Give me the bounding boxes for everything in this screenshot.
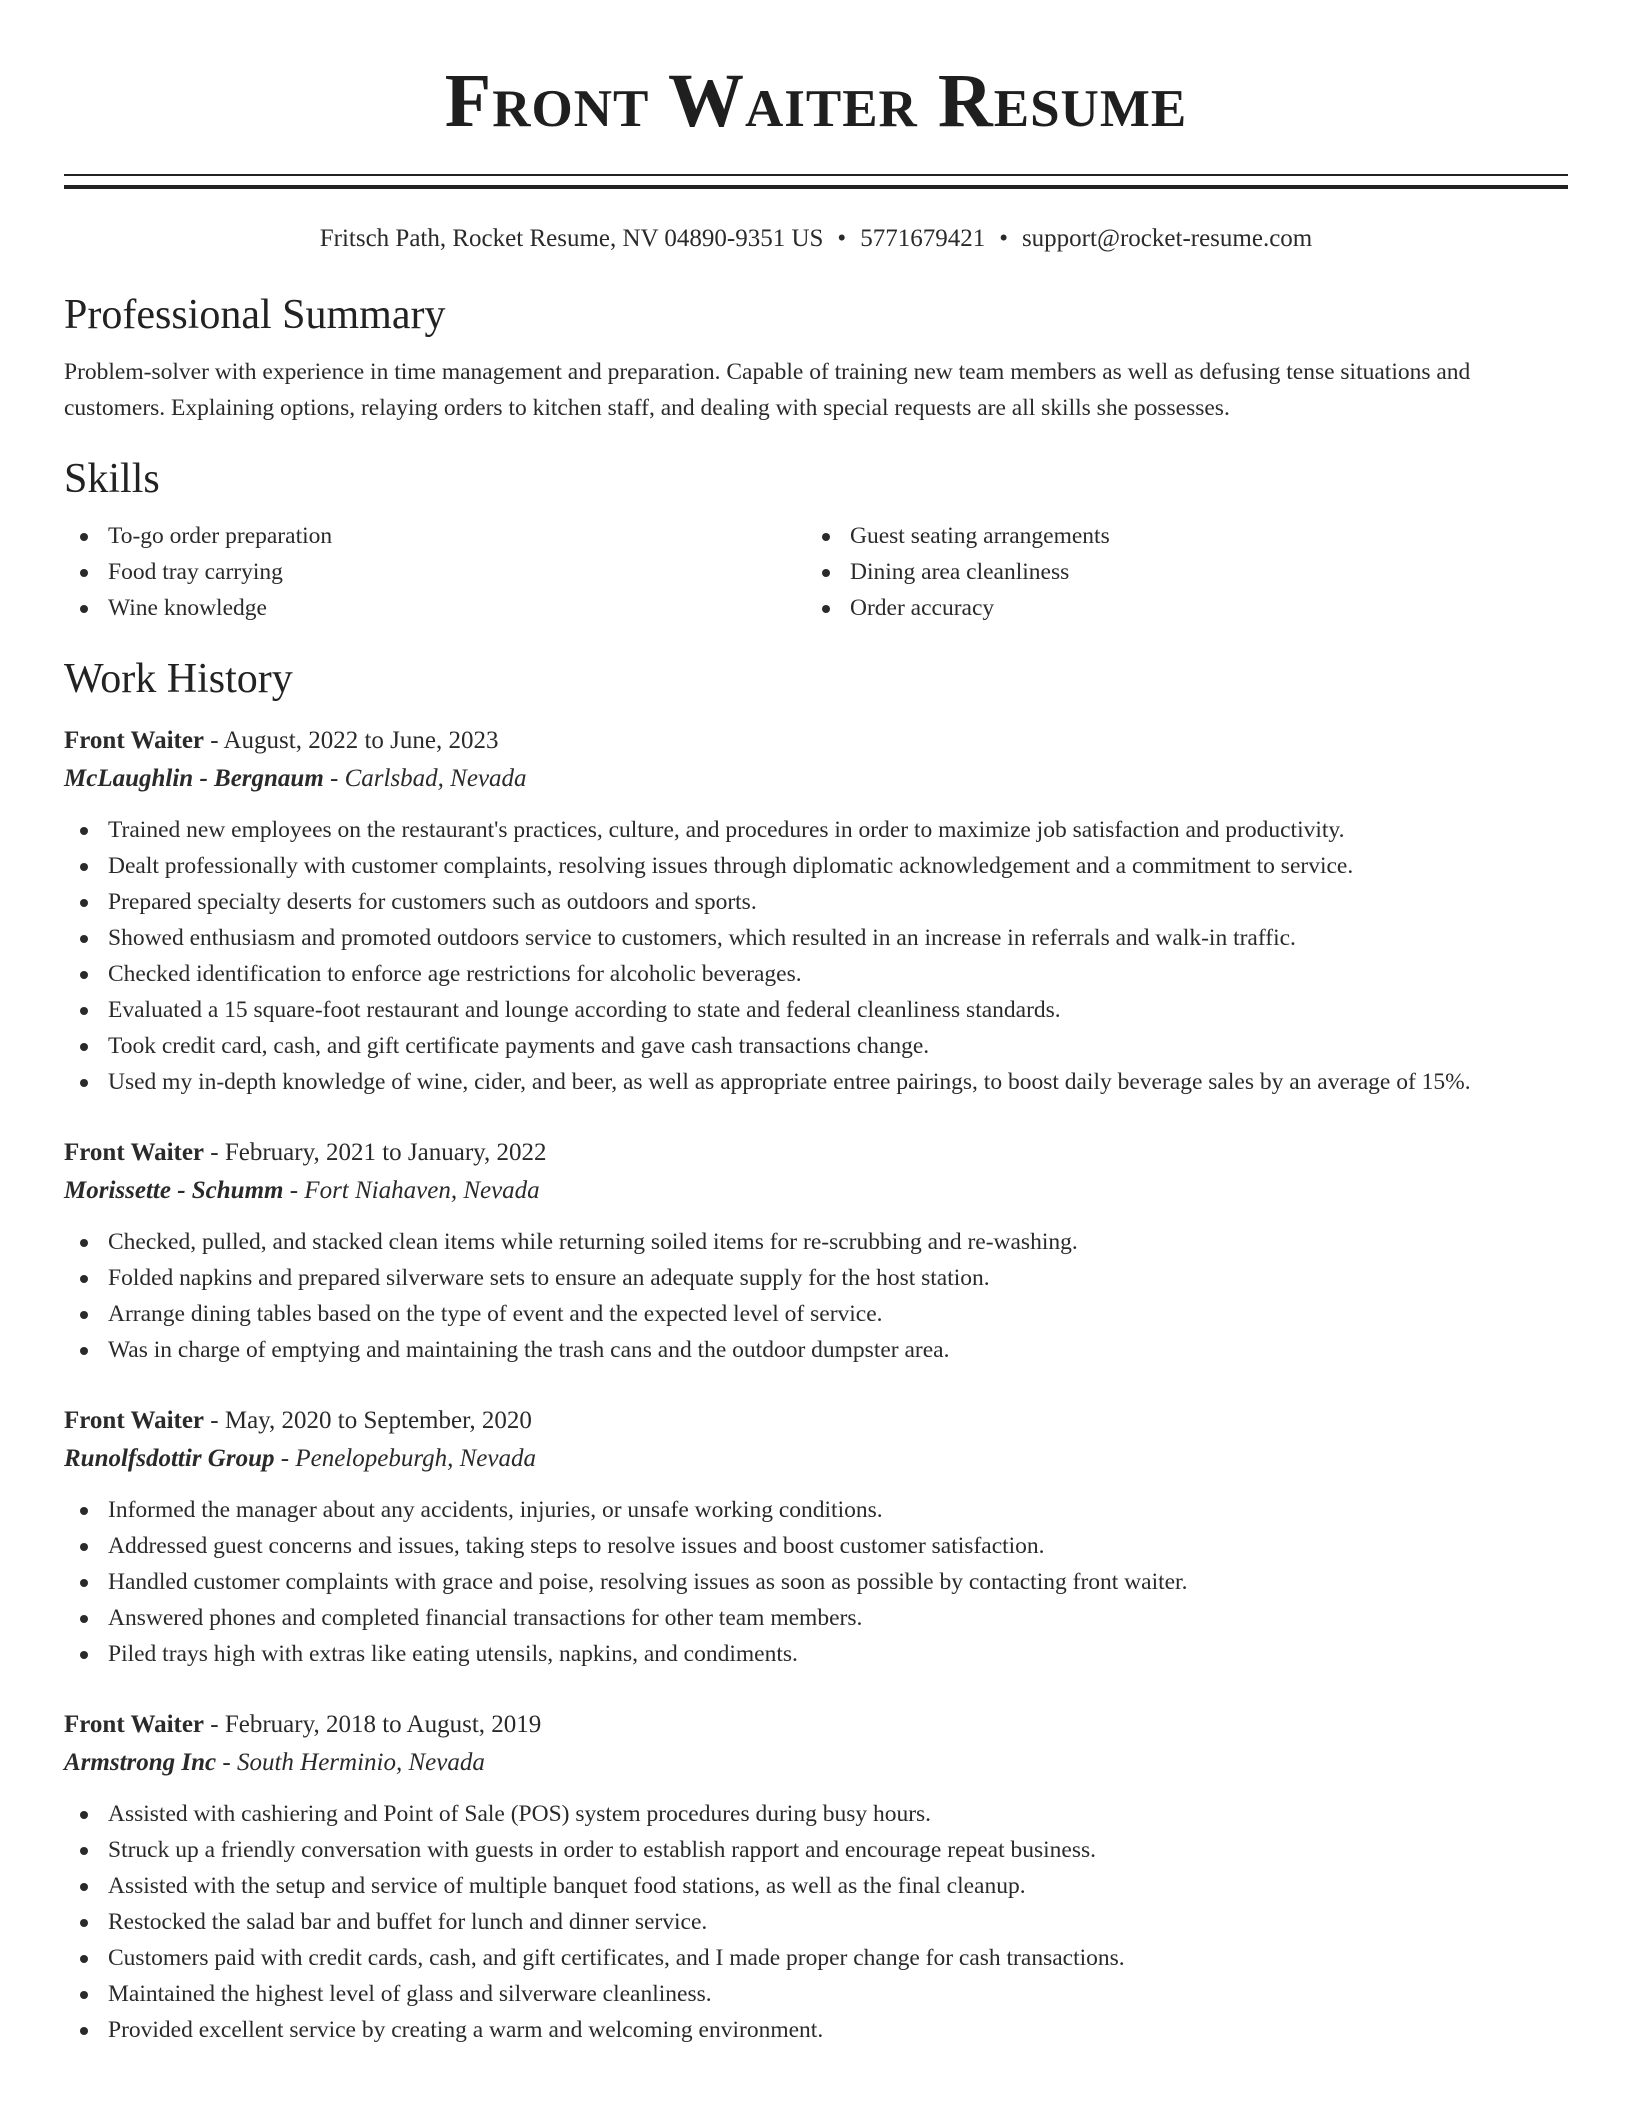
contact-separator: • — [999, 225, 1008, 252]
contact-address: Fritsch Path, Rocket Resume, NV 04890-9351 US — [319, 225, 824, 252]
duty-item: Trained new employees on the restaurant's practices, culture, and procedures in order to maximize job satisfaction and productivity. — [64, 812, 1568, 848]
duty-item: Informed the manager about any accidents, injuries, or unsafe working conditions. — [64, 1492, 1568, 1528]
duty-item: Maintained the highest level of glass and silverware cleanliness. — [64, 1976, 1568, 2012]
contact-phone: 5771679421 — [860, 225, 986, 252]
company-location: - South Herminio, Nevada — [216, 1749, 485, 1776]
skills-list-left — [64, 518, 806, 626]
duty-item: Showed enthusiasm and promoted outdoors service to customers, which resulted in an increase in referrals and walk-in traffic. — [64, 920, 1568, 956]
resume-title: Front Waiter Resume — [444, 59, 1188, 143]
company-location: - Fort Niahaven, Nevada — [283, 1177, 540, 1204]
duty-item: Evaluated a 15 square-foot restaurant and lounge according to state and federal cleanliness standards. — [64, 992, 1568, 1028]
duty-item: Piled trays high with extras like eating utensils, napkins, and condiments. — [64, 1636, 1568, 1672]
duty-item: Checked, pulled, and stacked clean items while returning soiled items for re-scrubbing and re-washing. — [64, 1224, 1568, 1260]
job-title: Front Waiter — [64, 1407, 205, 1434]
job-title-line — [64, 1706, 1568, 1744]
duty-item: Took credit card, cash, and gift certificate payments and gave cash transactions change. — [64, 1028, 1568, 1064]
title-divider — [64, 174, 1568, 189]
duty-item: Checked identification to enforce age restrictions for alcoholic beverages. — [64, 956, 1568, 992]
duty-item: Provided excellent service by creating a warm and welcoming environment. — [64, 2012, 1568, 2048]
job-dates: - February, 2021 to January, 2022 — [204, 1139, 547, 1166]
duty-list — [64, 812, 1568, 1100]
job-title-line — [64, 1134, 1568, 1172]
duty-list — [64, 1796, 1568, 2048]
duty-item: Dealt professionally with customer complaints, resolving issues through diplomatic acknowledgement and a commitment to service. — [64, 848, 1568, 884]
job-title: Front Waiter — [64, 1711, 205, 1738]
job-title-line — [64, 722, 1568, 760]
company-name: Armstrong Inc — [64, 1749, 217, 1776]
duty-item: Was in charge of emptying and maintaining the trash cans and the outdoor dumpster area. — [64, 1332, 1568, 1368]
duty-item: Customers paid with credit cards, cash, and gift certificates, and I made proper change for cash transactions. — [64, 1940, 1568, 1976]
duty-item: Answered phones and completed financial transactions for other team members. — [64, 1600, 1568, 1636]
job-entry — [64, 1134, 1568, 1368]
skill-item: Wine knowledge — [64, 590, 806, 626]
summary-text: Problem-solver with experience in time management and preparation. Capable of training new team members as well as defusing tense situations and customers. Explaining options, relaying orders to kitchen staff, and dealing with special requests are all skills she possesses. — [64, 359, 1471, 421]
duty-item: Struck up a friendly conversation with guests in order to establish rapport and encourage repeat business. — [64, 1832, 1568, 1868]
duty-item: Folded napkins and prepared silverware sets to ensure an adequate supply for the host station. — [64, 1260, 1568, 1296]
company-line — [64, 1440, 1568, 1478]
skill-item: Food tray carrying — [64, 554, 806, 590]
duty-item: Arrange dining tables based on the type of event and the expected level of service. — [64, 1296, 1568, 1332]
duty-list — [64, 1492, 1568, 1672]
duty-item: Assisted with cashiering and Point of Sale (POS) system procedures during busy hours. — [64, 1796, 1568, 1832]
job-title: Front Waiter — [64, 727, 205, 754]
company-name: Runolfsdottir Group — [64, 1445, 275, 1472]
company-name: Morissette - Schumm — [64, 1177, 284, 1204]
skill-item: To-go order preparation — [64, 518, 806, 554]
contact-line — [64, 222, 1568, 256]
duty-item: Restocked the salad bar and buffet for lunch and dinner service. — [64, 1904, 1568, 1940]
contact-separator: • — [837, 225, 847, 252]
company-location: - Penelopeburgh, Nevada — [274, 1445, 536, 1472]
company-line — [64, 1172, 1568, 1210]
skill-item: Dining area cleanliness — [806, 554, 1568, 590]
job-dates: - May, 2020 to September, 2020 — [204, 1407, 532, 1434]
job-title: Front Waiter — [64, 1139, 205, 1166]
job-entry — [64, 1706, 1568, 2048]
company-line — [64, 760, 1568, 798]
job-title-line — [64, 1402, 1568, 1440]
job-entry — [64, 1402, 1568, 1672]
duty-item: Handled customer complaints with grace and poise, resolving issues as soon as possible by contacting front waiter. — [64, 1564, 1568, 1600]
skills-heading: Skills — [64, 456, 160, 502]
company-line — [64, 1744, 1568, 1782]
skill-item: Order accuracy — [806, 590, 1568, 626]
skills-list-right — [806, 518, 1568, 626]
skills-grid — [64, 518, 1568, 626]
job-dates: - August, 2022 to June, 2023 — [204, 727, 499, 754]
company-name: McLaughlin - Bergnaum — [64, 765, 324, 792]
job-dates: - February, 2018 to August, 2019 — [204, 1711, 542, 1738]
skill-item: Guest seating arrangements — [806, 518, 1568, 554]
duty-item: Prepared specialty deserts for customers such as outdoors and sports. — [64, 884, 1568, 920]
duty-item: Assisted with the setup and service of multiple banquet food stations, as well as the final cleanup. — [64, 1868, 1568, 1904]
job-entry — [64, 722, 1568, 1100]
duty-item: Used my in-depth knowledge of wine, cider, and beer, as well as appropriate entree pairings, to boost daily beverage sales by an average of 15%. — [64, 1064, 1568, 1100]
contact-email: support@rocket-resume.com — [1021, 225, 1313, 252]
duty-list — [64, 1224, 1568, 1368]
duty-item: Addressed guest concerns and issues, taking steps to resolve issues and boost customer satisfaction. — [64, 1528, 1568, 1564]
work-history-heading: Work History — [64, 656, 293, 702]
company-location: - Carlsbad, Nevada — [323, 765, 527, 792]
summary-heading: Professional Summary — [64, 292, 446, 338]
